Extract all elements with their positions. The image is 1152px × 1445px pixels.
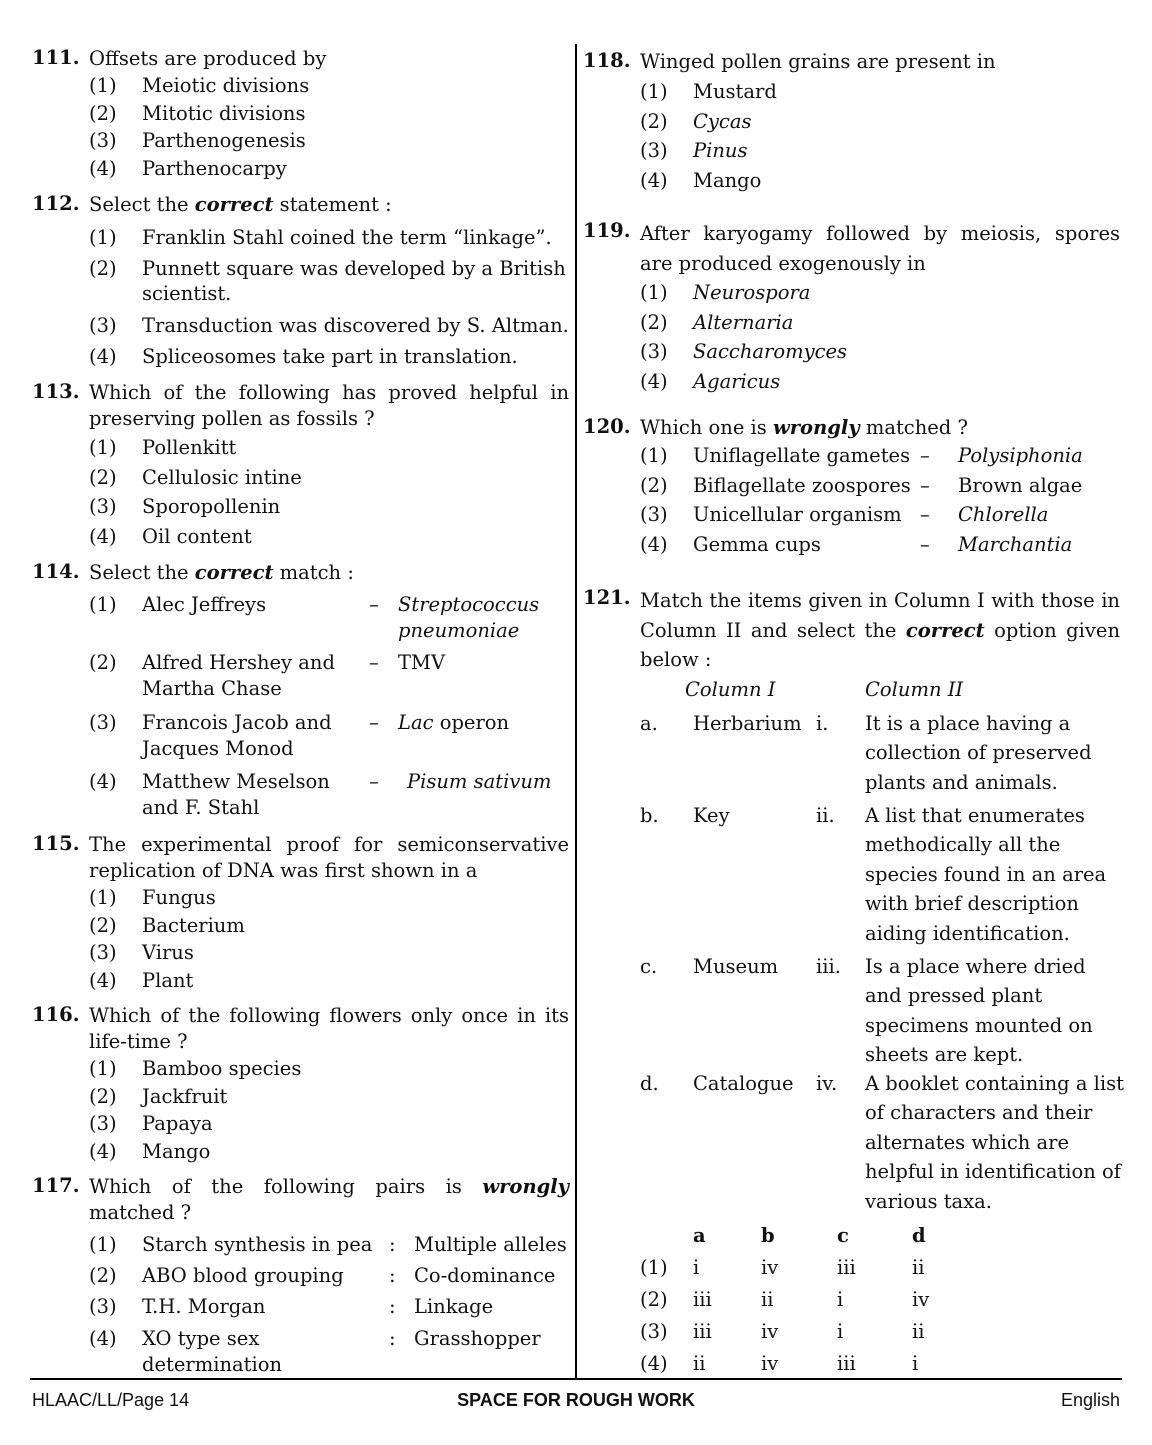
option-number: (2): [640, 109, 668, 133]
column-ii-item: It is a place having a collection of preserved plants and animals.: [865, 711, 1092, 794]
option-number: (1): [640, 281, 668, 304]
answer-header: d: [912, 1223, 926, 1247]
answer-cell: i: [837, 1319, 844, 1343]
option-text: Parthenocarpy: [142, 156, 287, 180]
match-row: [640, 801, 1120, 952]
column-ii-item: A booklet containing a list of characters and their alternates which are helpful in identification of various taxa.: [865, 1071, 1124, 1213]
match-row: [640, 952, 1120, 1069]
match-right: Streptococcus pneumoniae: [398, 593, 540, 642]
answer-cell: i: [837, 1287, 844, 1311]
option-number: (1): [89, 226, 117, 249]
match-row: [640, 471, 1120, 501]
question-text: Which of the following flowers only once in its life-time ?: [89, 1004, 569, 1053]
match-row: [89, 769, 569, 825]
option: [89, 1055, 569, 1083]
option: [89, 312, 569, 340]
column-ii-item: Is a place where dried and pressed plant specimens mounted on sheets are kept.: [865, 954, 1093, 1066]
match-row: [640, 441, 1120, 471]
option-text: Parthenogenesis: [142, 129, 306, 152]
column-i-item: Herbarium: [693, 711, 802, 735]
option: [89, 434, 569, 462]
answer-cell: i: [912, 1351, 919, 1375]
option-text: Franklin Stahl coined the term “linkage”.: [142, 226, 552, 249]
dash: –: [920, 473, 930, 497]
question-number: 112.: [32, 192, 80, 215]
option-number: (4): [640, 1351, 668, 1375]
roman-numeral: ii.: [816, 803, 835, 827]
option-number: (4): [89, 1327, 117, 1350]
column-headers: [640, 675, 1120, 709]
option-number: (2): [89, 465, 117, 489]
option-number: (2): [640, 310, 668, 334]
option-text: Cycas: [693, 109, 752, 133]
option-number: (4): [89, 968, 117, 992]
option-number: (4): [640, 532, 668, 556]
question-text: Select the correct match :: [89, 561, 354, 584]
match-left: Biflagellate zoospores: [693, 473, 911, 497]
match-right: Marchantia: [958, 532, 1073, 556]
option-number: (2): [89, 256, 117, 280]
column-ii-header: Column II: [865, 677, 964, 701]
dash: –: [369, 651, 379, 674]
option-text: Saccharomyces: [693, 340, 848, 363]
option: [89, 72, 569, 100]
match-row: [89, 592, 569, 650]
answer-cell: iv: [761, 1255, 779, 1279]
question-number: 119.: [583, 219, 631, 242]
match-right: TMV: [398, 651, 446, 674]
option: [640, 107, 1120, 137]
option-number: (4): [640, 369, 668, 393]
option-number: (3): [89, 1112, 117, 1135]
option-text: Spliceosomes take part in translation.: [142, 345, 518, 368]
question-text: Select the correct statement :: [89, 193, 392, 216]
match-row: [89, 650, 569, 710]
match-left: Starch synthesis in pea: [142, 1233, 373, 1256]
match-right: Lac: [398, 711, 434, 734]
option-text: Oil content: [142, 524, 252, 548]
dash: –: [920, 503, 930, 526]
option: [89, 884, 569, 912]
match-left: Uniflagellate gametes: [693, 444, 911, 467]
option: [89, 493, 569, 521]
question-text: After karyogamy followed by meiosis, spores are produced exogenously in: [640, 222, 1120, 275]
answer-cell: ii: [912, 1319, 925, 1343]
match-row: [89, 1263, 569, 1294]
option-number: (3): [89, 1295, 117, 1318]
option-text: Agaricus: [693, 369, 781, 393]
question-number: 121.: [583, 586, 631, 609]
option: [89, 1110, 569, 1138]
option-number: (1): [89, 886, 117, 909]
column-divider: [575, 44, 577, 1378]
option-number: (2): [89, 101, 117, 125]
match-right: Multiple alleles: [414, 1233, 567, 1256]
option-text: Alternaria: [693, 310, 794, 334]
option-number: (3): [89, 313, 117, 337]
option-number: (4): [89, 770, 117, 793]
answer-header: c: [837, 1223, 849, 1247]
question-113: [32, 380, 569, 550]
match-left: T.H. Morgan: [142, 1295, 266, 1318]
match-row: [89, 1294, 569, 1326]
match-left: Matthew Meselson and F. Stahl: [142, 770, 330, 819]
option-number: (4): [89, 524, 117, 548]
match-right: Pisum sativum: [407, 770, 552, 793]
option: [89, 967, 569, 995]
option-text: Bacterium: [142, 913, 245, 937]
answer-cell: iii: [693, 1287, 712, 1311]
question-text: Which of the following has proved helpful in preserving pollen as fossils ?: [89, 381, 569, 430]
match-row: [640, 709, 1120, 801]
column-i-item: Catalogue: [693, 1071, 794, 1095]
option: [640, 77, 1120, 107]
page-id: HLAAC/LL/Page 14: [32, 1390, 190, 1410]
question-number: 117.: [32, 1174, 80, 1197]
match-left: Alec Jeffreys: [142, 593, 267, 616]
option-text: Mustard: [693, 80, 777, 103]
option-number: (2): [640, 1287, 668, 1311]
question-121: [583, 586, 1124, 1381]
option-number: (1): [640, 1255, 668, 1279]
option-text: Plant: [142, 968, 194, 992]
option: [89, 523, 569, 551]
roman-numeral: iv.: [816, 1071, 838, 1095]
question-number: 120.: [583, 415, 631, 438]
option-text: Mango: [142, 1139, 211, 1163]
match-right: Chlorella: [958, 503, 1049, 526]
answer-header: b: [761, 1223, 775, 1247]
match-row: (3) Francois Jacob and Jacques Monod – Lac operon: [89, 711, 510, 760]
column-i-item: Museum: [693, 954, 779, 978]
option: [89, 1083, 569, 1111]
option-number: (1): [640, 80, 668, 103]
option-number: (1): [89, 436, 117, 459]
option: [640, 136, 1120, 166]
option-number: (3): [640, 340, 668, 363]
row-letter: b.: [640, 803, 659, 827]
option-number: (2): [89, 1084, 117, 1108]
option-text: Papaya: [142, 1112, 213, 1135]
answer-cell: iv: [761, 1351, 779, 1375]
column-i-item: Key: [693, 803, 730, 827]
option-text: Cellulosic intine: [142, 465, 302, 489]
roman-numeral: iii.: [816, 954, 841, 978]
dash: –: [369, 593, 379, 616]
option-text: Bamboo species: [142, 1057, 302, 1080]
column-i-header: Column I: [685, 677, 776, 701]
option: [640, 166, 1120, 196]
answer-cell: iii: [837, 1351, 856, 1375]
rough-work-label: SPACE FOR ROUGH WORK: [457, 1390, 695, 1410]
answer-header: a: [693, 1223, 706, 1247]
option: [640, 337, 1120, 367]
option-text: Fungus: [142, 886, 216, 909]
column-ii-item: A list that enumerates methodically all the species found in an area with brief description aiding identification.: [865, 803, 1107, 945]
match-left: Gemma cups: [693, 532, 821, 556]
match-left: XO type sex determination: [142, 1327, 283, 1376]
language-label: English: [1060, 1390, 1120, 1410]
option-number: (3): [640, 503, 668, 526]
dash: –: [369, 711, 379, 734]
dash: –: [920, 532, 930, 556]
answer-row: [640, 1349, 1120, 1381]
dash: –: [369, 770, 379, 793]
question-text: Match the items given in Column I with those in Column II and select the correct option given below :: [640, 589, 1120, 671]
match-right: Linkage: [414, 1295, 494, 1318]
option-number: (4): [640, 168, 668, 192]
answer-cell: i: [693, 1255, 700, 1279]
option: [640, 367, 1120, 397]
option-number: (2): [89, 651, 117, 674]
option-text: Mango: [693, 168, 762, 192]
answer-cell: ii: [912, 1255, 925, 1279]
question-text: The experimental proof for semiconservative replication of DNA was first shown in a: [89, 833, 569, 882]
match-right: Grasshopper: [414, 1327, 541, 1350]
option-number: (4): [89, 1139, 117, 1163]
answer-cell: iv: [761, 1319, 779, 1343]
option-number: (3): [89, 495, 117, 518]
colon: :: [389, 1233, 396, 1256]
match-right: Brown algae: [958, 473, 1083, 497]
row-letter: d.: [640, 1071, 659, 1095]
match-left: Alfred Hershey and Martha Chase: [142, 651, 335, 700]
question-number: 114.: [32, 560, 80, 583]
option-number: (2): [89, 913, 117, 937]
question-number: 113.: [32, 380, 80, 403]
option-number: (1): [89, 1233, 117, 1256]
match-row: [640, 530, 1120, 560]
match-left: Unicellular organism: [693, 503, 902, 526]
answer-cell: ii: [761, 1287, 774, 1311]
match-row: [640, 500, 1120, 530]
question-117: [32, 1174, 569, 1380]
question-114: [32, 560, 569, 825]
option-number: (1): [89, 74, 117, 97]
match-right: Polysiphonia: [958, 444, 1083, 467]
option-text: Pinus: [693, 139, 748, 162]
answer-cell: iv: [912, 1287, 930, 1311]
option-text: Meiotic divisions: [142, 74, 310, 97]
question-120: [583, 415, 1120, 559]
roman-numeral: i.: [816, 711, 829, 735]
colon: :: [389, 1327, 396, 1350]
question-number: 111.: [32, 46, 80, 69]
match-left: ABO blood grouping: [142, 1264, 344, 1287]
option: [89, 155, 569, 183]
option: [89, 464, 569, 492]
option: [89, 224, 569, 252]
question-number: 115.: [32, 832, 80, 855]
option: [89, 100, 569, 128]
option-number: (1): [89, 593, 117, 616]
question-number: 116.: [32, 1003, 80, 1026]
dash: –: [920, 444, 930, 467]
option-text: Virus: [142, 941, 194, 964]
question-111: [32, 46, 569, 182]
match-right: Co-dominance: [414, 1264, 556, 1287]
answer-row: [640, 1285, 1120, 1317]
option-number: (1): [89, 1057, 117, 1080]
option-number: (1): [640, 444, 668, 467]
colon: :: [389, 1264, 396, 1287]
match-row: [89, 1232, 569, 1263]
answer-row: [640, 1317, 1120, 1349]
match-row: [640, 1069, 1124, 1221]
option-number: (3): [89, 941, 117, 964]
option-number: (2): [640, 473, 668, 497]
option-text: Mitotic divisions: [142, 101, 306, 125]
question-118: [583, 49, 1120, 195]
answer-row: [640, 1253, 1120, 1285]
answer-header-row: [640, 1221, 1120, 1253]
option-text: Punnett square was developed by a British scientist.: [142, 256, 566, 305]
question-text: Winged pollen grains are present in: [640, 50, 996, 73]
option-text: Neurospora: [693, 281, 811, 304]
question-number: 118.: [583, 49, 631, 72]
question-115: [32, 832, 569, 994]
option-number: (3): [640, 1319, 668, 1343]
option: [640, 308, 1120, 338]
option-text: Jackfruit: [142, 1084, 228, 1108]
option-number: (3): [640, 139, 668, 162]
option-number: (3): [89, 129, 117, 152]
option: [640, 278, 1120, 308]
question-116: [32, 1003, 569, 1165]
option-number: (3): [89, 711, 117, 734]
option-number: (4): [89, 156, 117, 180]
option-text: Transduction was discovered by S. Altman.: [142, 313, 569, 337]
option-number: (4): [89, 345, 117, 368]
answer-cell: ii: [693, 1351, 706, 1375]
option-text: Sporopollenin: [142, 495, 281, 518]
question-119: [583, 219, 1120, 396]
match-row: [89, 1326, 569, 1380]
option: [89, 256, 569, 306]
answer-cell: iii: [837, 1255, 856, 1279]
option: [89, 127, 569, 155]
question-text: Offsets are produced by: [89, 47, 327, 70]
option-number: (2): [89, 1264, 117, 1287]
question-112: [32, 192, 569, 371]
option: [89, 939, 569, 967]
row-letter: c.: [640, 954, 658, 978]
answer-cell: iii: [693, 1319, 712, 1343]
option-text: Pollenkitt: [142, 436, 237, 459]
option: [89, 1138, 569, 1166]
option: [89, 912, 569, 940]
match-left: Francois Jacob and Jacques Monod: [142, 711, 332, 760]
question-text: Which of the following pairs is wrongly matched ?: [89, 1175, 569, 1224]
row-letter: a.: [640, 711, 658, 735]
question-text: Which one is wrongly matched ?: [640, 416, 968, 439]
colon: :: [389, 1295, 396, 1318]
option: [89, 343, 569, 371]
